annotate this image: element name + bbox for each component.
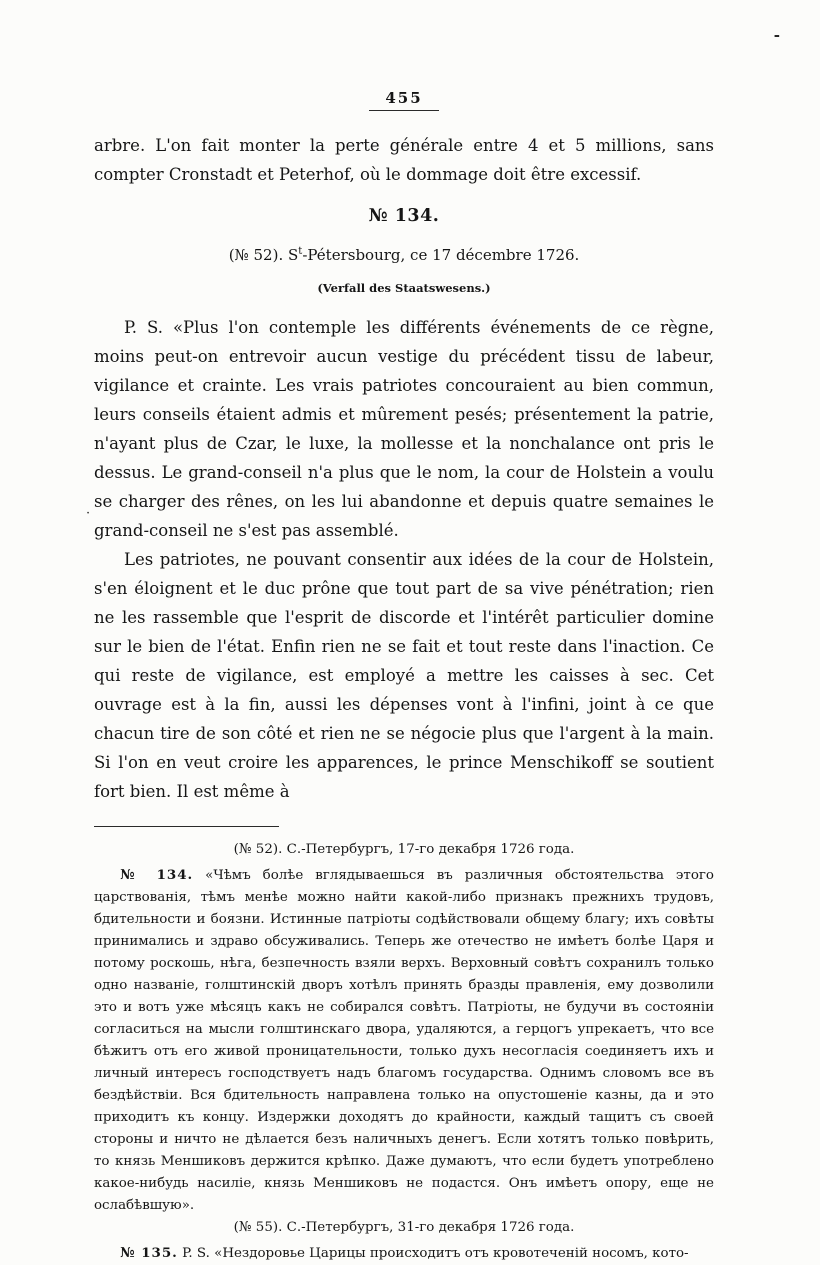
page-number: 455: [369, 89, 438, 111]
main-text-block: [94, 131, 714, 806]
footnote-135: [94, 1242, 714, 1265]
footnotes-block: [94, 839, 714, 1265]
dateline-rest: -Pétersbourg, ce 17 décembre 1726.: [302, 246, 580, 264]
document-heading: № 134.: [368, 206, 440, 226]
footnote-135-text: P. S. «Нездоровье Царицы происходитъ отъ кровотеченій носомъ, кото-: [182, 1246, 689, 1261]
page-number-wrap: [94, 88, 714, 111]
language-note: (Verfall des Staatswesens.): [317, 281, 491, 295]
dateline-prefix: (№ 52). S: [228, 246, 299, 264]
scan-margin-dot: ·: [86, 506, 91, 521]
footnote-134-label: № 134.: [120, 867, 194, 883]
footnote-134: [94, 864, 714, 1217]
footnote-dateline-2: (№ 55). С.-Петербургъ, 31-го декабря 1726 года.: [233, 1220, 575, 1235]
paragraph-2: Les patriotes, ne pouvant consentir aux idées de la cour de Holstein, s'en éloignent et le duc prône que tout part de sa vive pénétration; rien ne les rassemble que l'esprit de discorde et l'intérêt particulier domine sur le bien de l'état. Enfin rien ne se fait et tout reste dans l'inaction. Ce qui reste de vigilance, est employé a mettre les caisses à sec. Cet ouvrage est à la fin, aussi les dépenses vont à l'infini, joint à ce que chacun tire de son côté et rien ne se négocie plus que l'argent à la main. Si l'on en veut croire les apparences, le prince Menschikoff se soutient fort bien. Il est même à: [94, 550, 714, 801]
dateline: [94, 237, 714, 270]
footnote-dateline-1: (№ 52). С.-Петербургъ, 17-го декабря 1726 года.: [233, 842, 575, 857]
scan-corner-mark: -: [773, 26, 780, 44]
dateline-superscript: t: [298, 246, 303, 257]
footnote-135-label: № 135.: [120, 1245, 178, 1261]
paragraph-continuation: arbre. L'on fait monter la perte générale entre 4 et 5 millions, sans compter Cronstadt et Peterhof, où le dommage doit être excessif.: [94, 136, 714, 184]
paragraph-1: P. S. «Plus l'on contemple les différents événements de ce règne, moins peut-on entrevoir aucun vestige du précédent tissu de labeur, vigilance et crainte. Les vrais patriotes concouraient au bien commun, leurs conseils étaient admis et mûrement pesés; présentement la patrie, n'ayant plus de Czar, le luxe, la mollesse et la nonchalance ont pris le dessus. Le grand-conseil n'a plus que le nom, la cour de Holstein a voulu se charger des rênes, on les lui abandonne et depuis quatre semaines le grand-conseil ne s'est pas assemblé.: [94, 318, 714, 540]
footnote-separator: [94, 826, 279, 827]
footnote-134-text: «Чѣмъ болѣе вглядываешься въ различныя обстоятельства этого царствованія, тѣмъ менѣе можно найти какой-либо признакъ прежнихъ трудовъ, бдительности и боязни. Истинные патріоты содѣйствовали общему благу; ихъ совѣты принимались и здраво обсуживались. Теперь же отечество не имѣетъ болѣе Царя и потому роскошь, нѣга, безпечность взяли верхъ. Верховный совѣтъ сохранилъ только одно названіе, голштинскій дворъ хотѣлъ принять бразды правленія, ему дозволили это и вотъ уже мѣсяцъ какъ не собирался совѣтъ. Патріоты, не будучи въ состояніи согласиться на мысли голштинскаго двора, удаляются, а герцогъ упрекаетъ, что все бѣжитъ отъ его живой проницательности, только духъ несогласія соединяетъ ихъ и личный интересъ господствуетъ надъ благомъ государства. Однимъ словомъ все въ бездѣйствіи. Вся бдительность направлена только на опустошеніе казны, да и это приходитъ къ концу. Издержки доходятъ до крайности, каждый тащитъ съ своей стороны и ничто не дѣлается безъ наличныхъ денегъ. Если хотятъ только повѣрить, то князь Меншиковъ держится крѣпко. Даже думаютъ, что если будетъ употреблено какое-нибудь насиліе, князь Меншиковъ не подастся. Онъ имѣетъ опору, еще не ослабѣвшую».: [94, 868, 714, 1213]
